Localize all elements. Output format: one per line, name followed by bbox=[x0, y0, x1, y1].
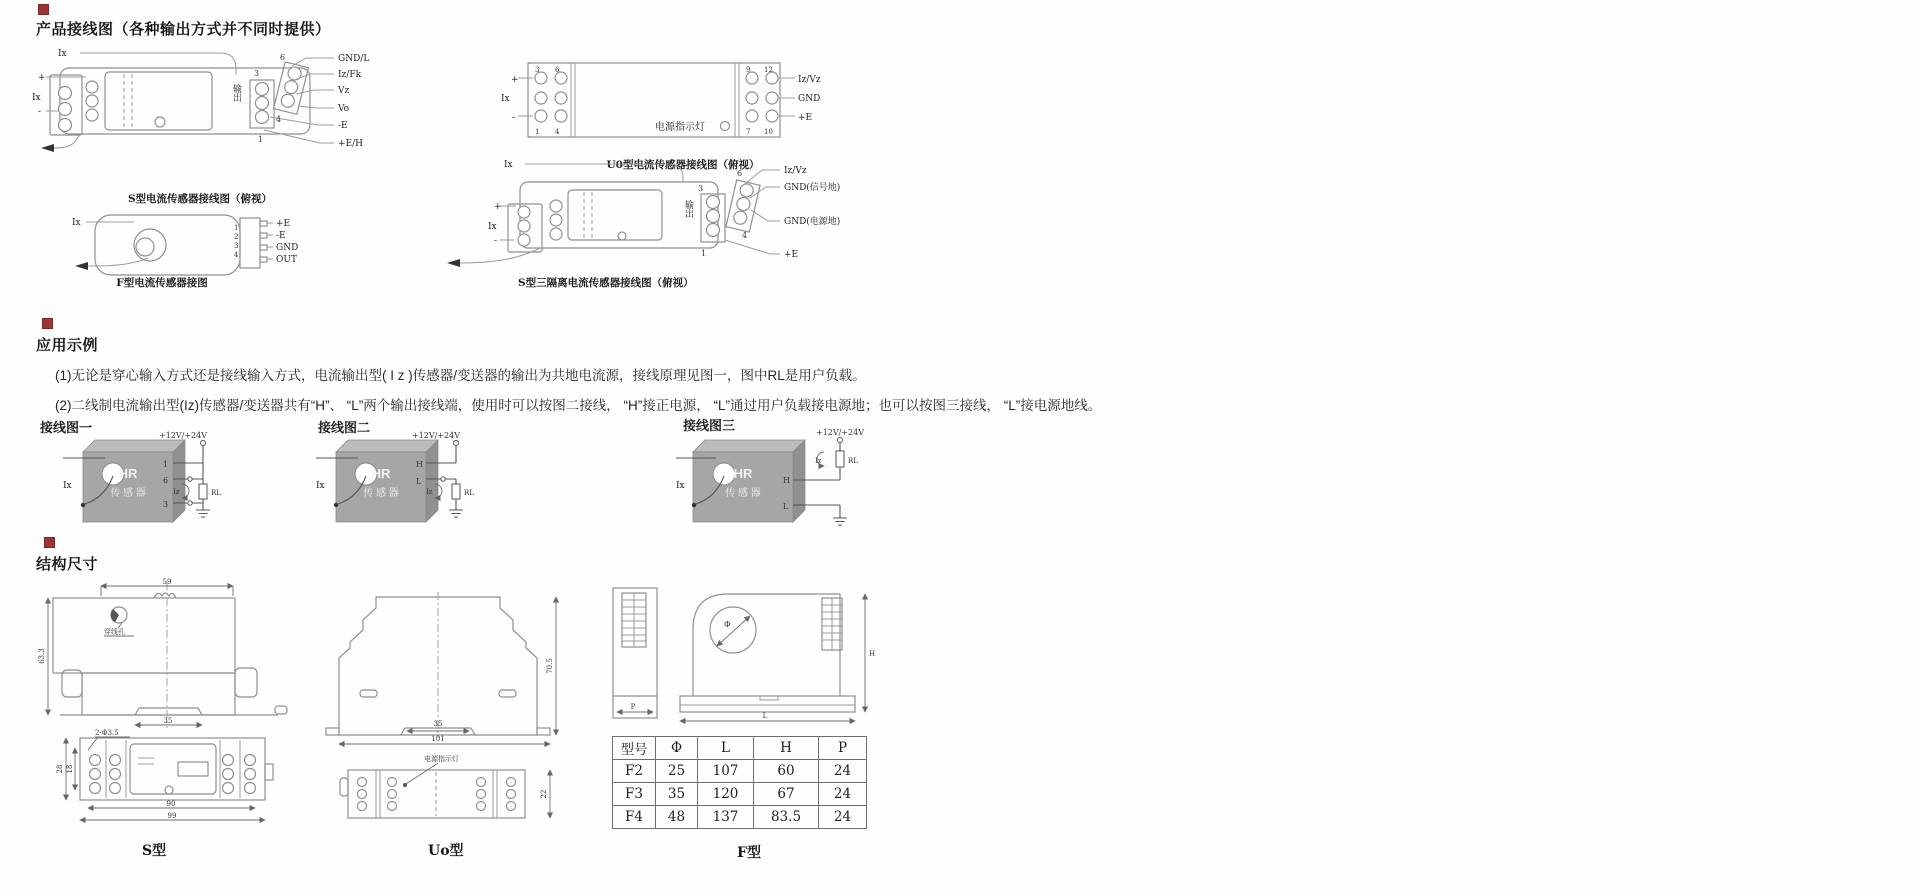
example-paragraph-2: (2)二线制电流输出型(Iz)传感器/变送器共有“H”、 “L”两个输出接线端，使用时可以按图二接线， “H”接正电源， “L”通过用户负载接电源地；也可以按图三接线， “L”接电源地线。 bbox=[55, 398, 1102, 413]
terminal-label: -E bbox=[276, 231, 286, 241]
s3-type-wiring-diagram bbox=[440, 148, 945, 308]
table-cell: 60 bbox=[754, 760, 819, 783]
s-type-dimension-drawing bbox=[38, 578, 293, 830]
table-cell: 137 bbox=[698, 806, 754, 829]
dim-slot: 35 bbox=[163, 717, 173, 725]
table-header: H bbox=[754, 737, 819, 760]
dim-length-inner: 90 bbox=[166, 800, 176, 808]
s-type-wiring-diagram bbox=[28, 42, 390, 212]
terminal-label: GND(电源地) bbox=[784, 217, 841, 227]
example-diagram-3-label: 接线图三 bbox=[683, 418, 736, 433]
pin-label: 6 bbox=[163, 476, 169, 485]
hr-label: HR bbox=[371, 466, 391, 481]
dim-depth-outer: 28 bbox=[56, 764, 64, 774]
ix-label: Ix bbox=[501, 94, 510, 104]
pin-number: 1 bbox=[701, 249, 707, 258]
table-cell: F3 bbox=[613, 783, 656, 806]
ix-label: Ix bbox=[72, 218, 81, 228]
iz-label: Iz bbox=[426, 488, 433, 496]
dim-slot: 35 bbox=[433, 720, 443, 728]
plus-label: + bbox=[494, 202, 502, 212]
output-label: 输出 bbox=[683, 200, 693, 218]
power-led-label: 电源指示灯 bbox=[424, 755, 459, 763]
section-bullet-icon bbox=[38, 4, 49, 15]
ix-label: Ix bbox=[676, 481, 685, 491]
table-cell: 24 bbox=[819, 760, 867, 783]
hr-label: HR bbox=[118, 466, 138, 481]
diagram-caption: U0型电流传感器接线图（俯视） bbox=[606, 159, 760, 171]
dim-depth: 22 bbox=[540, 789, 548, 799]
sensor-label: 传 感 器 bbox=[363, 488, 399, 499]
table-cell: 83.5 bbox=[754, 806, 819, 829]
pin-number: 3 bbox=[698, 184, 704, 193]
terminal-label: +E bbox=[784, 250, 799, 260]
pin-number: 12 bbox=[764, 66, 773, 74]
pin-number: 9 bbox=[746, 66, 751, 74]
example-circuit-1 bbox=[55, 428, 300, 536]
table-cell: 120 bbox=[698, 783, 754, 806]
pin-number: 3 bbox=[254, 69, 260, 78]
ix-label: Ix bbox=[63, 481, 72, 491]
dim-bottom: 101 bbox=[431, 735, 445, 743]
terminal-label: +E bbox=[798, 113, 813, 123]
pin-number: 10 bbox=[764, 128, 773, 136]
terminal-label: Iz/Vz bbox=[784, 166, 807, 176]
pin-number: 4 bbox=[555, 128, 560, 136]
ix-top-label: Ix bbox=[58, 49, 67, 59]
table-header: 型号 bbox=[613, 737, 656, 760]
dim-phi: Φ bbox=[724, 620, 731, 629]
sensor-label: 传 感 器 bbox=[110, 488, 146, 499]
example-diagram-2-label: 接线图二 bbox=[318, 420, 371, 435]
example-diagram-1-label: 接线图一 bbox=[40, 420, 93, 435]
pin-number: 6 bbox=[737, 169, 743, 178]
output-label: 输出 bbox=[231, 84, 241, 102]
table-cell: 25 bbox=[656, 760, 698, 783]
pin-number: 4 bbox=[276, 115, 282, 124]
table-cell: F2 bbox=[613, 760, 656, 783]
dim-length-outer: 99 bbox=[167, 812, 177, 820]
pin-number: 1 bbox=[258, 135, 264, 144]
pin-number: 1 bbox=[535, 128, 540, 136]
table-cell: 48 bbox=[656, 806, 698, 829]
terminal-label: GND/L bbox=[338, 54, 370, 64]
pin-number: 4 bbox=[742, 231, 748, 240]
table-cell: 24 bbox=[819, 806, 867, 829]
diagram-caption: F型电流传感器接图 bbox=[116, 277, 208, 289]
pin-label: L bbox=[783, 502, 789, 511]
f-type-wiring-diagram bbox=[48, 208, 378, 293]
dim-height: 70.5 bbox=[546, 658, 554, 674]
section-title-examples: 应用示例 bbox=[36, 337, 99, 354]
example-circuit-2 bbox=[308, 428, 553, 536]
table-cell: 24 bbox=[819, 783, 867, 806]
terminal-label: Iz/Vz bbox=[798, 75, 821, 85]
pin-number: 4 bbox=[234, 251, 239, 259]
section-title-dimensions: 结构尺寸 bbox=[36, 556, 99, 573]
power-led-label: 电源指示灯 bbox=[655, 122, 705, 133]
rl-label: RL bbox=[848, 457, 858, 465]
pin-number: 2 bbox=[234, 233, 239, 241]
table-header: P bbox=[819, 737, 867, 760]
dim-width: 59 bbox=[162, 578, 172, 586]
section-bullet-icon bbox=[44, 537, 55, 548]
table-row bbox=[613, 760, 867, 783]
table-row bbox=[613, 783, 867, 806]
ix-label: Ix bbox=[488, 222, 497, 232]
example-paragraph-1: (1)无论是穿心输入方式还是接线输入方式，电流输出型( I z )传感器/变送器的输出为共地电流源，接线原理见图一，图中RL是用户负载。 bbox=[55, 368, 866, 383]
section-title-wiring: 产品接线图（各种输出方式并不同时提供） bbox=[36, 21, 331, 38]
terminal-label: GND bbox=[276, 243, 299, 253]
iz-label: Iz bbox=[173, 488, 180, 496]
terminal-label: Iz/Fk bbox=[338, 70, 362, 80]
table-cell: F4 bbox=[613, 806, 656, 829]
rl-label: RL bbox=[211, 489, 221, 497]
table-cell: 67 bbox=[754, 783, 819, 806]
pin-label: L bbox=[416, 477, 422, 486]
terminal-label: -E bbox=[338, 121, 348, 131]
iz-label: Iz bbox=[815, 457, 822, 465]
example-circuit-3 bbox=[672, 425, 922, 537]
sensor-label: 传 感 器 bbox=[725, 488, 761, 499]
diagram-caption: S型电流传感器接线图（俯视） bbox=[127, 193, 273, 205]
s-dim-caption: S型 bbox=[142, 843, 167, 859]
supply-label: +12V/+24V bbox=[815, 428, 865, 437]
uo-type-dimension-drawing bbox=[288, 578, 573, 830]
dim-height: 63.3 bbox=[38, 648, 46, 664]
minus-label: - bbox=[38, 107, 42, 117]
terminal-label: +E bbox=[276, 219, 291, 229]
ix-top-label: Ix bbox=[504, 160, 513, 170]
wire-hole-label: 穿线孔 bbox=[104, 628, 125, 636]
terminal-label: Vo bbox=[338, 104, 350, 114]
terminal-label: OUT bbox=[276, 255, 297, 265]
terminal-label: +E/H bbox=[338, 139, 363, 149]
dimension-table bbox=[612, 736, 867, 829]
supply-label: +12V/+24V bbox=[158, 431, 208, 440]
table-header: Φ bbox=[656, 737, 698, 760]
table-cell: 107 bbox=[698, 760, 754, 783]
pin-label: 3 bbox=[163, 500, 169, 509]
hole-callout: 2-Φ3.5 bbox=[95, 729, 119, 737]
minus-label: - bbox=[512, 113, 516, 123]
minus-label: - bbox=[494, 236, 498, 246]
dim-l: L bbox=[762, 712, 768, 720]
dim-p: P bbox=[630, 703, 636, 711]
pin-number: 7 bbox=[746, 128, 751, 136]
terminal-label: Vz bbox=[338, 86, 350, 96]
hr-label: HR bbox=[733, 466, 753, 481]
terminal-label: GND(信号地) bbox=[784, 183, 841, 193]
pin-number: 6 bbox=[280, 53, 286, 62]
pin-label: H bbox=[783, 476, 790, 485]
rl-label: RL bbox=[464, 489, 474, 497]
table-header: L bbox=[698, 737, 754, 760]
pin-number: 1 bbox=[234, 224, 239, 232]
table-row bbox=[613, 806, 867, 829]
supply-label: +12V/+24V bbox=[411, 431, 461, 440]
dim-depth-inner: 18 bbox=[66, 764, 74, 774]
section-bullet-icon bbox=[42, 318, 53, 329]
plus-label: + bbox=[38, 73, 46, 83]
ix-label: Ix bbox=[32, 93, 41, 103]
dim-h: H bbox=[869, 650, 876, 658]
uo-dim-caption: Uo型 bbox=[428, 843, 464, 859]
f-type-dimension-drawing bbox=[600, 578, 895, 728]
pin-number: 3 bbox=[234, 242, 239, 250]
pin-label: H bbox=[416, 460, 423, 469]
table-cell: 35 bbox=[656, 783, 698, 806]
ix-label: Ix bbox=[316, 481, 325, 491]
terminal-label: GND bbox=[798, 94, 821, 104]
f-dim-caption: F型 bbox=[737, 845, 761, 861]
pin-number: 3 bbox=[535, 66, 540, 74]
plus-label: + bbox=[511, 75, 519, 85]
pin-number: 6 bbox=[555, 66, 560, 74]
pin-label: 1 bbox=[163, 460, 169, 469]
diagram-caption: S型三隔离电流传感器接线图（俯视） bbox=[518, 277, 694, 289]
